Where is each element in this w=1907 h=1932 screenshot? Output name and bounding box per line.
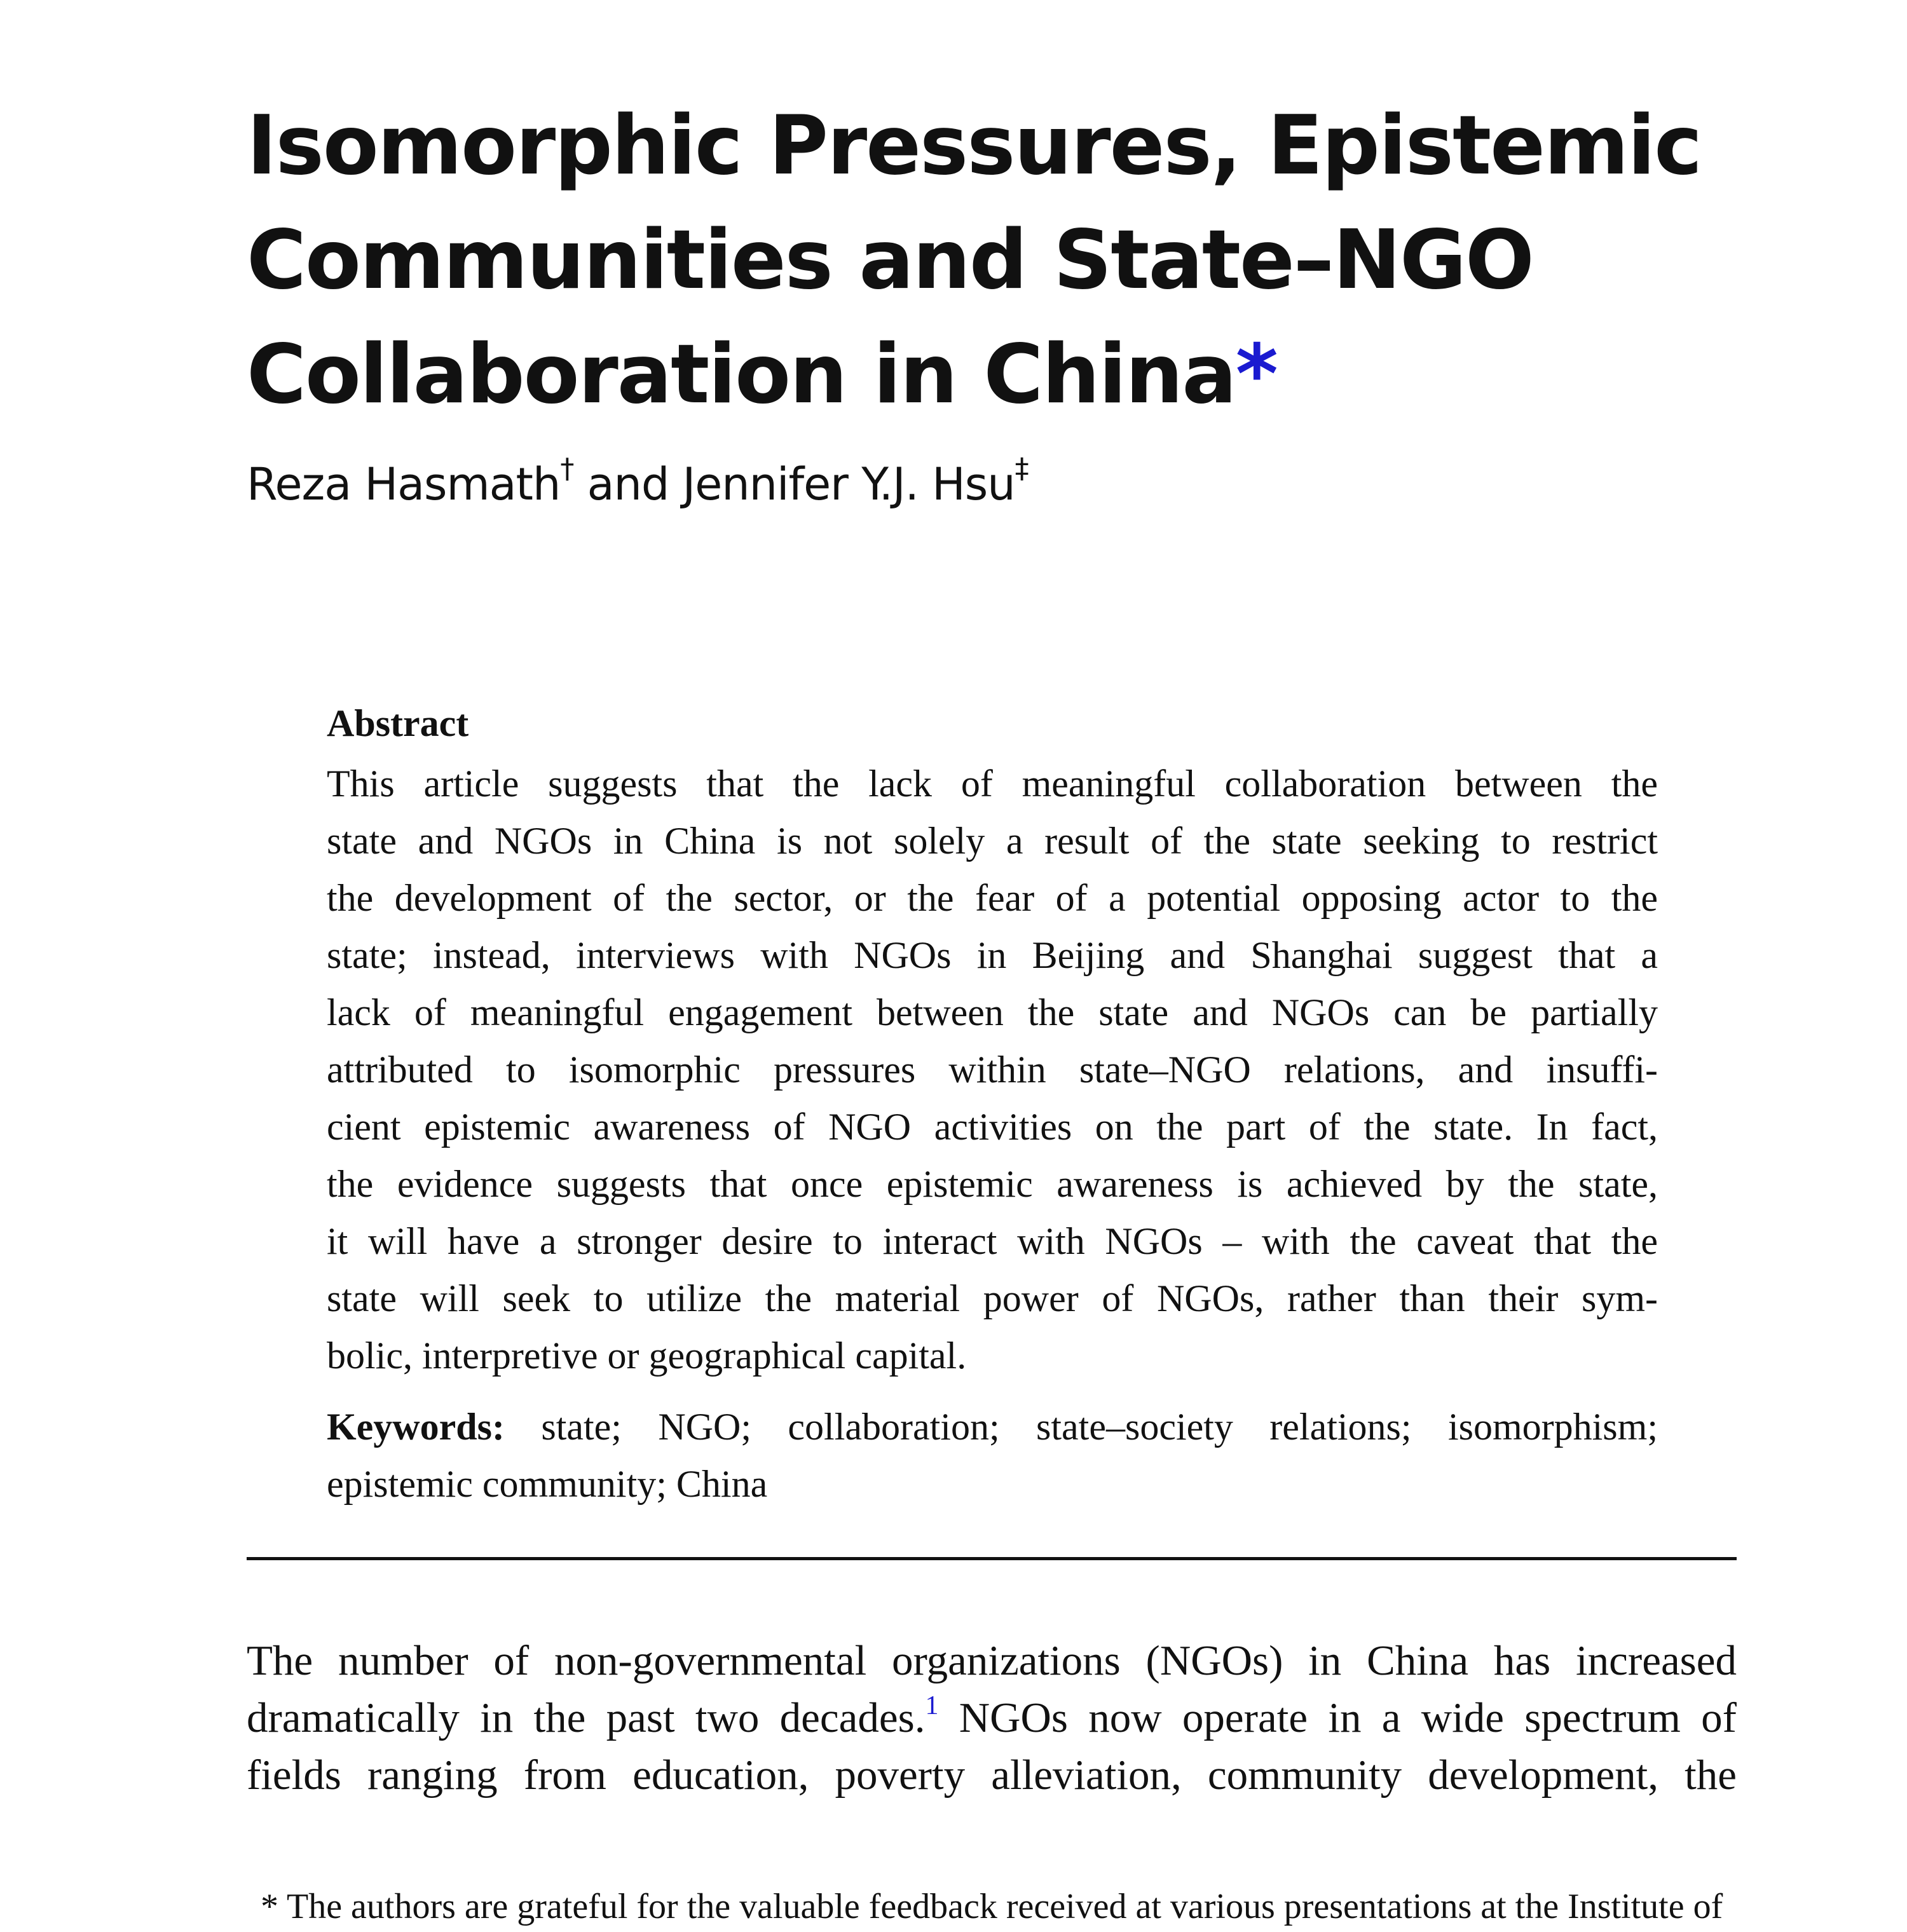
- section-divider: [247, 1557, 1737, 1560]
- abstract-line: cient epistemic awareness of NGO activities on the part of the state. In fact,: [327, 1106, 1658, 1148]
- author-affiliation-mark: †: [560, 452, 574, 485]
- body-line: The number of non-governmental organizations (NGOs) in China has increased: [247, 1637, 1737, 1684]
- author-list: [247, 452, 1029, 516]
- title-line-1: Isomorphic Pressures, Epistemic: [247, 99, 1702, 193]
- keywords-list: state; NGO; collaboration; state–society relations; isomorphism;: [504, 1406, 1658, 1448]
- abstract-line: state and NGOs in China is not solely a result of the state seeking to restrict: [327, 820, 1658, 862]
- keywords-line-1: [327, 1398, 1658, 1455]
- body-line-text: NGOs now operate in a wide spectrum of: [938, 1694, 1737, 1741]
- abstract-line: state will seek to utilize the material power of NGOs, rather than their sym-: [327, 1277, 1658, 1319]
- keywords-label: Keywords:: [327, 1406, 505, 1448]
- body-line-text: dramatically in the past two decades.: [247, 1694, 926, 1741]
- body-paragraph: [247, 1632, 1737, 1804]
- author-name: Reza Hasmath: [247, 458, 561, 510]
- abstract-heading: Abstract: [327, 702, 469, 744]
- abstract-line: state; instead, interviews with NGOs in Beijing and Shanghai suggest that a: [327, 934, 1658, 976]
- author-affiliation-mark: ‡: [1015, 452, 1029, 485]
- body-line: fields ranging from education, poverty alleviation, community development, the: [247, 1752, 1737, 1799]
- keywords-section: [327, 1398, 1658, 1513]
- paper-title: [247, 89, 1772, 432]
- title-line-3-text: Collaboration in China: [247, 327, 1236, 422]
- author-connector: and: [573, 458, 683, 510]
- abstract-line: bolic, interpretive or geographical capital.: [327, 1335, 967, 1377]
- title-line-3: [247, 318, 1772, 432]
- footnote: * The authors are grateful for the valuable feedback received at various presentations at the Institute of: [261, 1887, 1723, 1926]
- abstract-line: the evidence suggests that once epistemic awareness is achieved by the state,: [327, 1163, 1658, 1205]
- abstract-line: the development of the sector, or the fear of a potential opposing actor to the: [327, 877, 1658, 919]
- abstract-line: attributed to isomorphic pressures within state–NGO relations, and insuffi-: [327, 1049, 1658, 1091]
- footnote-reference[interactable]: 1: [925, 1691, 939, 1720]
- keywords-line-2: epistemic community; China: [327, 1463, 768, 1505]
- abstract-line: lack of meaningful engagement between the state and NGOs can be partially: [327, 991, 1658, 1033]
- title-line-2: Communities and State–NGO: [247, 213, 1533, 308]
- body-line: [247, 1689, 1737, 1746]
- abstract-line: This article suggests that the lack of meaningful collaboration between the: [327, 763, 1658, 805]
- abstract-line: it will have a stronger desire to interact with NGOs – with the caveat that the: [327, 1220, 1658, 1262]
- author-name: Jennifer Y.J. Hsu: [682, 458, 1015, 510]
- title-footnote-marker[interactable]: *: [1235, 327, 1277, 422]
- abstract-section: [327, 698, 1658, 1384]
